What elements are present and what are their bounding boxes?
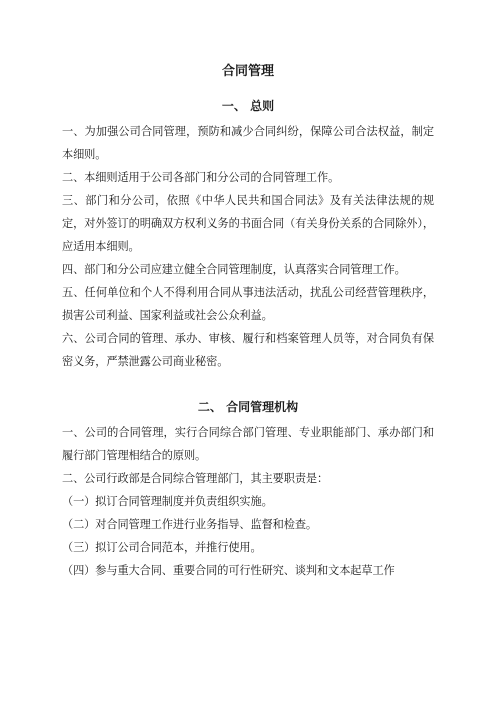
paragraph: 二、公司行政部是合同综合管理部门，其主要职责是： [62, 472, 329, 485]
paragraph: 一、公司的合同管理，实行合同综合部门管理、专业职能部门、承办部门和履行部门管理相结合的原则。 [62, 426, 434, 462]
document-page [62, 62, 434, 582]
paragraph: （三）拟订公司合同范本，并推行使用。 [62, 541, 262, 554]
section-heading-general: 一、 总则 [221, 99, 275, 113]
paragraph: 一、为加强公司合同管理，预防和减少合同纠纷，保障公司合法权益，制定本细则。 [62, 125, 434, 161]
paragraph: 六、公司合同的管理、承办、审核、履行和档案管理人员等，对合同负有保密义务，严禁泄露公司商业秘密。 [62, 332, 434, 368]
paragraph: （二）对合同管理工作进行业务指导、监督和检查。 [62, 518, 318, 531]
document-title: 合同管理 [221, 64, 274, 79]
paragraph: 四、部门和分公司应建立健全合同管理制度，认真落实合同管理工作。 [62, 263, 406, 276]
section-heading-management: 二、 合同管理机构 [197, 400, 299, 414]
paragraph: （四）参与重大合同、重要合同的可行性研究、谈判和文本起草工作 [62, 564, 395, 577]
paragraph: 三、部门和分公司，依照《中华人民共和国合同法》及有关法律法规的规定，对外签订的明确双方权利义务的书面合同（有关身份关系的合同除外），应适用本细则。 [62, 194, 434, 253]
paragraph: 二、本细则适用于公司各部门和分公司的合同管理工作。 [62, 171, 340, 184]
paragraph: 五、任何单位和个人不得利用合同从事违法活动，扰乱公司经营管理秩序，损害公司利益、国家利益或社会公众利益。 [62, 286, 434, 322]
paragraph: （一）拟订合同管理制度并负责组织实施。 [62, 495, 273, 508]
